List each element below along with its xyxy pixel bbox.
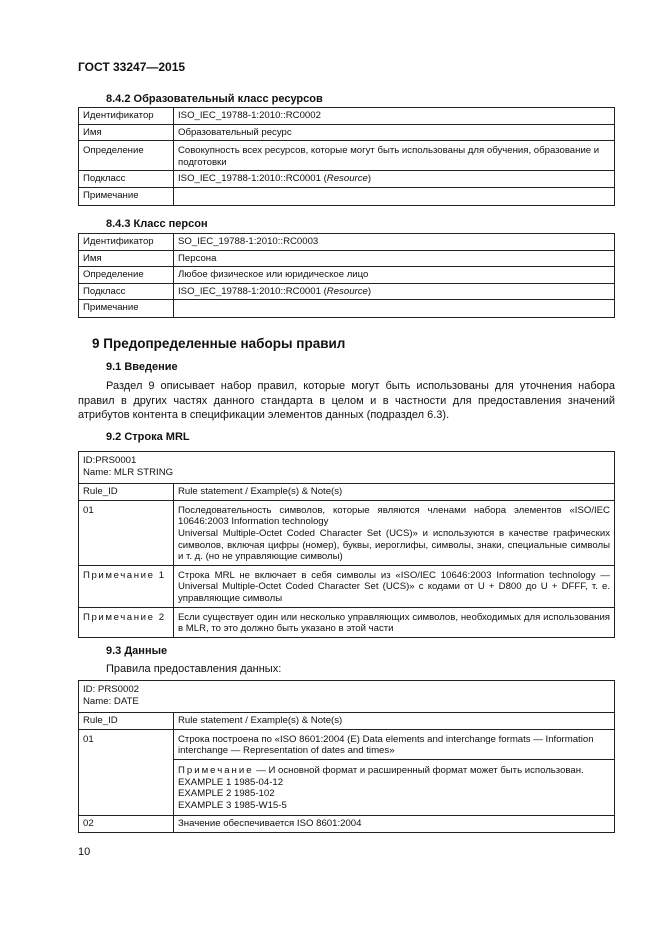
row-key: Идентификатор <box>79 234 174 251</box>
row-key: Примечание <box>79 187 174 205</box>
subclass-id: ISO_IEC_19788-1:2010::RC0001 ( <box>178 285 327 297</box>
rule-set-id: ID:PRS0001 <box>83 455 137 466</box>
row-value: Образовательный ресурс <box>174 124 615 141</box>
row-value <box>174 187 615 205</box>
table-mrl-string <box>78 451 615 638</box>
rule-statement <box>174 500 615 565</box>
section-title-92: 9.2 Строка MRL <box>106 431 190 443</box>
table-row <box>79 300 615 318</box>
rule-statement-line1: Последовательность символов, которые являются членами набора элементов «ISO/IEC 10646:2003 Information technology <box>178 504 610 528</box>
table-row <box>79 108 615 125</box>
col-header-statement: Rule statement / Example(s) & Note(s) <box>174 484 615 501</box>
section-title-93: 9.3 Данные <box>106 645 168 657</box>
row-key: Определение <box>79 141 174 171</box>
note-id: Примечание 1 <box>79 565 174 607</box>
rule-statement: Строка построена по «ISO 8601:2004 (E) Data elements and interchange formats — Information interchange — Representation of dates and times» <box>174 729 615 759</box>
section-title-843: 8.4.3 Класс персон <box>106 218 208 230</box>
table-row <box>79 171 615 188</box>
intro-paragraph: Раздел 9 описывает набор правил, которые могут быть использованы для уточнения набора правил в других частях данного стандарта в целом и в частности для предоставления значений атрибутов контента в спецификации элементов данных (подраздел 6.3). <box>78 380 615 421</box>
section-title-842: 8.4.2 Образовательный класс ресурсов <box>106 93 323 105</box>
subclass-id: ISO_IEC_19788-1:2010::RC0001 ( <box>178 173 327 185</box>
rule-statement-line2: Universal Multiple-Octet Coded Character Set (UCS)» и используются в качестве графических символов, включая цифры (номер), буквы, иероглифы, символы, знаки, специальные символы и т. д. (но не управляющие символы) <box>178 527 610 563</box>
rule-note <box>174 759 615 815</box>
page-number: 10 <box>78 846 91 858</box>
row-value: Совокупность всех ресурсов, которые могут быть использованы для обучения, образование и подготовки <box>174 141 615 171</box>
table-row <box>79 500 615 565</box>
row-value <box>174 283 615 300</box>
row-value <box>174 171 615 188</box>
table-row <box>79 267 615 284</box>
row-value: ISO_IEC_19788-1:2010::RC0002 <box>174 108 615 125</box>
table-row <box>79 283 615 300</box>
table-row <box>79 565 615 607</box>
rule-id: 01 <box>79 500 174 565</box>
section-title-91: 9.1 Введение <box>106 361 178 373</box>
row-key: Имя <box>79 250 174 267</box>
note-label: Примечание <box>178 764 254 776</box>
row-key: Определение <box>79 267 174 284</box>
table-row <box>79 141 615 171</box>
table-row <box>79 681 615 713</box>
subclass-end: ) <box>367 173 372 185</box>
table-row <box>79 607 615 637</box>
row-key: Подкласс <box>79 171 174 188</box>
note-text: — И основной формат и расширенный формат может быть использован. <box>253 764 584 776</box>
row-key: Подкласс <box>79 283 174 300</box>
rule-set-id: ID: PRS0002 <box>83 684 139 695</box>
note-line <box>178 765 610 777</box>
table-person-class <box>78 233 615 318</box>
note-text: Строка MRL не включает в себя символы из «ISO/IEC 10646:2003 Information technology — Universal Multiple-Octet Coded Character Set (UCS)» с кодами от U + D800 до U + DFFF, т. е. управляющие символы <box>174 565 615 607</box>
subclass-italic: Resource <box>326 285 368 297</box>
row-value: SO_IEC_19788-1:2010::RC0003 <box>174 234 615 251</box>
row-value: Персона <box>174 250 615 267</box>
rule-id: 02 <box>79 816 174 833</box>
example-2: EXAMPLE 2 1985-102 <box>178 788 275 800</box>
table-row <box>79 452 615 484</box>
row-value <box>174 300 615 318</box>
table-row <box>79 124 615 141</box>
table-row <box>79 250 615 267</box>
row-key: Примечание <box>79 300 174 318</box>
table-educational-resource <box>78 107 615 206</box>
data-rules-intro: Правила предоставления данных: <box>106 663 282 675</box>
col-header-statement: Rule statement / Example(s) & Note(s) <box>174 713 615 730</box>
table-row <box>79 816 615 833</box>
row-key: Имя <box>79 124 174 141</box>
table-row <box>79 713 615 730</box>
rule-set-name: Name: DATE <box>83 695 139 707</box>
rule-statement: Значение обеспечивается ISO 8601:2004 <box>174 816 615 833</box>
example-3: EXAMPLE 3 1985-W15-5 <box>178 799 287 811</box>
table-row <box>79 484 615 501</box>
rule-set-name: Name: MLR STRING <box>83 466 174 478</box>
table-date <box>78 680 615 833</box>
table-row <box>79 234 615 251</box>
note-id: Примечание 2 <box>79 607 174 637</box>
section-title-9: 9 Предопределенные наборы правил <box>92 336 346 351</box>
note-text: Если существует один или несколько управляющих символов, необходимых для использования в MLR, то это должно быть указано в этой части <box>174 607 615 637</box>
table-row <box>79 187 615 205</box>
rule-set-header <box>79 452 615 484</box>
subclass-italic: Resource <box>326 173 368 185</box>
row-value: Любое физическое или юридическое лицо <box>174 267 615 284</box>
subclass-end: ) <box>367 285 372 297</box>
table-row <box>79 729 615 759</box>
col-header-rule-id: Rule_ID <box>79 484 174 501</box>
rule-id: 01 <box>79 729 174 816</box>
document-header: ГОСТ 33247—2015 <box>78 60 186 74</box>
example-1: EXAMPLE 1 1985-04-12 <box>178 776 284 788</box>
col-header-rule-id: Rule_ID <box>79 713 174 730</box>
rule-set-header <box>79 681 615 713</box>
row-key: Идентификатор <box>79 108 174 125</box>
